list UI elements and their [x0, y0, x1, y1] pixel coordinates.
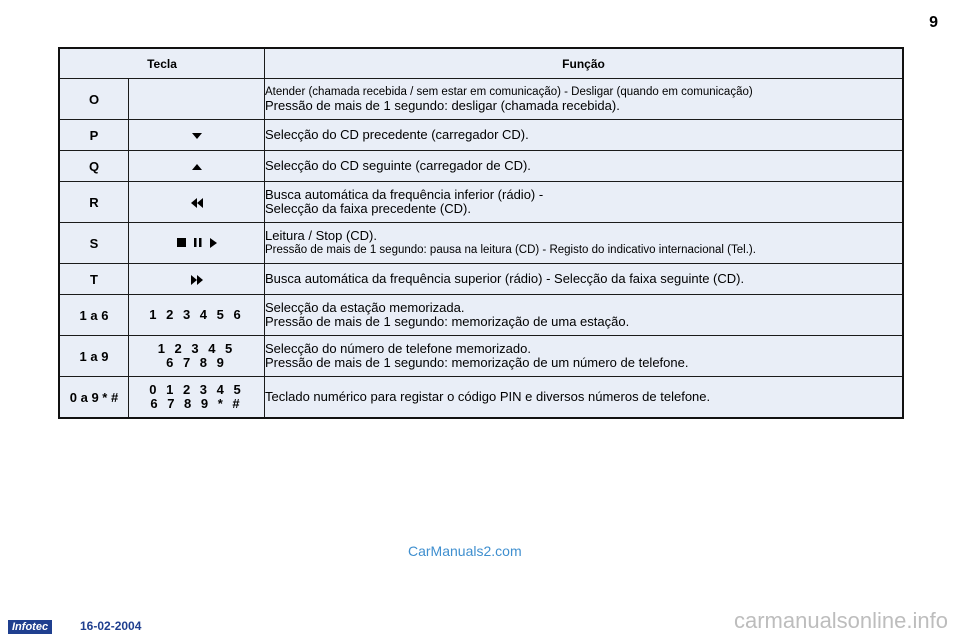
key-code: 1 a 9: [59, 336, 129, 377]
header-tecla: Tecla: [59, 48, 265, 79]
description-line: Selecção do número de telefone memorizado.: [265, 341, 531, 356]
key-code: S: [59, 223, 129, 264]
table-row: [59, 182, 903, 223]
description-line: Busca automática da frequência superior (rádio) - Selecção da faixa seguinte (CD).: [265, 271, 745, 286]
key-symbol: [129, 182, 265, 223]
key-description: [265, 336, 904, 377]
triangle-up-icon: [191, 158, 203, 173]
description-line: Selecção do CD precedente (carregador CD).: [265, 127, 529, 142]
rewind-icon: [190, 194, 204, 209]
key-code: R: [59, 182, 129, 223]
key-description: [265, 223, 904, 264]
key-symbol: [129, 120, 265, 151]
description-line: Pressão de mais de 1 segundo: desligar (chamada recebida).: [265, 98, 620, 113]
key-symbol: [129, 295, 265, 336]
key-code: Q: [59, 151, 129, 182]
page-number: 9: [929, 14, 938, 31]
key-symbol: [129, 151, 265, 182]
table-row: [59, 120, 903, 151]
key-description: [265, 79, 904, 120]
key-symbol: [129, 79, 265, 120]
key-description: [265, 377, 904, 419]
description-line: Selecção da faixa precedente (CD).: [265, 201, 471, 216]
table-row: [59, 377, 903, 419]
key-code: P: [59, 120, 129, 151]
key-description: [265, 182, 904, 223]
watermark-link[interactable]: CarManuals2.com: [408, 543, 522, 559]
key-symbol-line: 6 7 8 9: [166, 355, 227, 370]
description-line: Pressão de mais de 1 segundo: memorização de uma estação.: [265, 314, 630, 329]
stop-pause-play-icon: [177, 235, 217, 250]
table-row: [59, 223, 903, 264]
key-code: T: [59, 264, 129, 295]
key-symbol: [129, 223, 265, 264]
key-code: 0 a 9 * #: [59, 377, 129, 419]
key-code: O: [59, 79, 129, 120]
infotec-logo: Infotec: [8, 620, 52, 634]
key-symbol: [129, 336, 265, 377]
description-line: Busca automática da frequência inferior (rádio) -: [265, 187, 544, 202]
table-row: [59, 295, 903, 336]
table-row: [59, 151, 903, 182]
key-symbol: [129, 377, 265, 419]
key-description: [265, 264, 904, 295]
description-line: Teclado numérico para registar o código PIN e diversos números de telefone.: [265, 389, 711, 404]
table-row: [59, 336, 903, 377]
description-line: Leitura / Stop (CD).: [265, 228, 377, 243]
key-code: 1 a 6: [59, 295, 129, 336]
description-line: Selecção do CD seguinte (carregador de CD).: [265, 158, 531, 173]
key-function-table: [58, 47, 904, 419]
table-header-row: [59, 48, 903, 79]
description-line: Selecção da estação memorizada.: [265, 300, 465, 315]
description-line: Pressão de mais de 1 segundo: memorização de um número de telefone.: [265, 355, 689, 370]
description-line: Pressão de mais de 1 segundo: pausa na leitura (CD) - Registo do indicativo internacional (Tel.).: [265, 244, 756, 256]
description-line: Atender (chamada recebida / sem estar em comunicação) - Desligar (quando em comunicação): [265, 86, 753, 98]
key-symbol-line: 1 2 3 4 5: [157, 341, 236, 356]
triangle-down-icon: [191, 127, 203, 142]
key-symbol-line: 6 7 8 9 * #: [150, 396, 243, 411]
table-body: [59, 79, 903, 419]
fast-forward-icon: [190, 271, 204, 286]
key-symbol-line: 1 2 3 4 5 6: [149, 307, 244, 322]
footer-date: 16-02-2004: [80, 619, 142, 633]
table-row: [59, 264, 903, 295]
key-symbol-line: 0 1 2 3 4 5: [149, 382, 244, 397]
table-row: [59, 79, 903, 120]
watermark-corner: carmanualsonline.info: [733, 608, 948, 633]
key-description: [265, 120, 904, 151]
header-funcao: Função: [265, 48, 904, 79]
key-symbol: [129, 264, 265, 295]
key-description: [265, 151, 904, 182]
key-description: [265, 295, 904, 336]
